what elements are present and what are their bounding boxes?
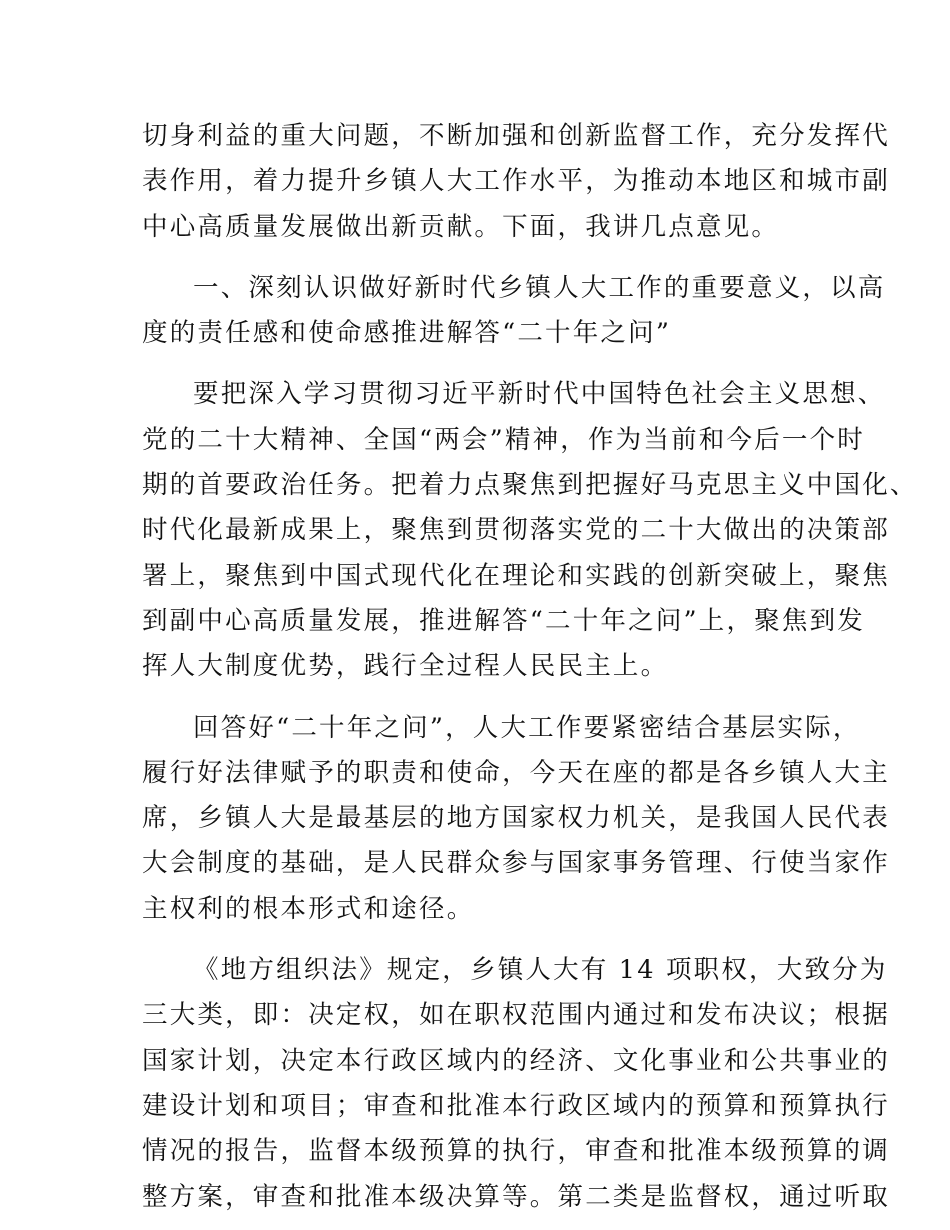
section-heading-1 xyxy=(142,266,886,357)
paragraph-continued xyxy=(142,114,890,250)
text-line: 到副中心高质量发展，推进解答“二十年之问”上，聚焦到发 xyxy=(142,605,865,636)
text-line: 席，乡镇人大是最基层的地方国家权力机关，是我国人民代表 xyxy=(142,803,890,834)
text-line: 挥人大制度优势，践行全过程人民民主上。 xyxy=(142,651,669,682)
text-line: 署上，聚焦到中国式现代化在理论和实践的创新突破上，聚焦 xyxy=(142,560,890,591)
text-line: 履行好法律赋予的职责和使命，今天在座的都是各乡镇人大主 xyxy=(142,757,890,788)
text-line: 切身利益的重大问题，不断加强和创新监督工作，充分发挥代 xyxy=(142,121,890,151)
text-line: 整方案，审查和批准本级决算等。第二类是监督权，通过听取 xyxy=(142,1181,890,1212)
text-line: 中心高质量发展做出新贡献。下面，我讲几点意见。 xyxy=(142,211,780,242)
paragraph xyxy=(142,706,890,932)
document-body xyxy=(142,114,918,1220)
text-line: 一、深刻认识做好新时代乡镇人大工作的重要意义，以高 xyxy=(193,272,886,303)
text-line: 要把深入学习贯彻习近平新时代中国特色社会主义思想、 xyxy=(193,379,886,410)
text-line: 国家计划，决定本行政区域内的经济、文化事业和公共事业的 xyxy=(142,1045,890,1076)
text-line: 《地方组织法》规定，乡镇人大有 14 项职权，大致分为 xyxy=(193,955,888,986)
text-line: 时代化最新成果上，聚焦到贯彻落实党的二十大做出的决策部 xyxy=(142,515,890,546)
text-line: 表作用，着力提升乡镇人大工作水平，为推动本地区和城市副 xyxy=(142,166,890,197)
text-line: 建设计划和项目；审查和批准本行政区域内的预算和预算执行 xyxy=(142,1090,890,1121)
text-line: 三大类，即：决定权，如在职权范围内通过和发布决议；根据 xyxy=(142,1000,890,1031)
text-line: 主权利的根本形式和途径。 xyxy=(142,893,475,924)
text-line: 大会制度的基础，是人民群众参与国家事务管理、行使当家作 xyxy=(142,848,890,879)
paragraph xyxy=(142,372,918,689)
paragraph xyxy=(142,948,890,1220)
text-line: 党的二十大精神、全国“两会”精神，作为当前和今后一个时 xyxy=(142,424,865,455)
text-line: 回答好“二十年之问”，人大工作要紧密结合基层实际， xyxy=(193,712,861,743)
text-line: 度的责任感和使命感推进解答“二十年之问” xyxy=(142,318,672,349)
text-line: 情况的报告，监督本级预算的执行，审查和批准本级预算的调 xyxy=(142,1136,890,1167)
text-line: 期的首要政治任务。把着力点聚焦到把握好马克思主义中国化、 xyxy=(142,470,918,501)
